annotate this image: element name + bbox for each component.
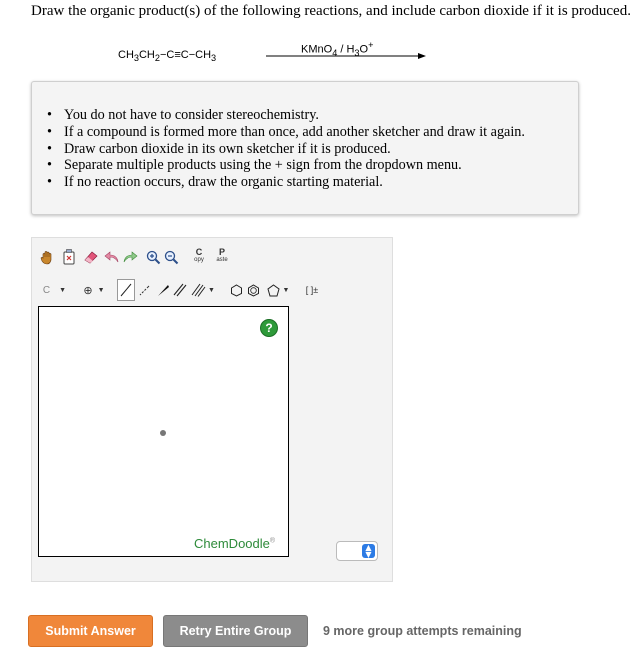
chevron-down-icon: ▼ [97, 286, 105, 294]
question-prompt: Draw the organic product(s) of the following reactions, and include carbon dioxide if it is produced. [31, 3, 631, 19]
instruction-item: • If a compound is formed more than once, add another sketcher and draw it again. [64, 124, 525, 141]
bracket-label: [ ]± [305, 285, 319, 295]
element-selector[interactable] [38, 281, 71, 299]
instruction-item: • Draw carbon dioxide in its own sketcher if it is produced. [64, 141, 525, 158]
copy-label-bottom: opy [194, 257, 204, 263]
double-bond-tool[interactable] [172, 281, 188, 299]
reactant-subscript: 2 [154, 53, 160, 64]
product-separator-select[interactable] [336, 541, 378, 561]
retry-group-button[interactable]: Retry Entire Group [163, 615, 308, 647]
instruction-item: • If no reaction occurs, draw the organic starting material. [64, 174, 525, 191]
instruction-item: • Separate multiple products using the + sign from the dropdown menu. [64, 157, 525, 174]
reactant-part: CH [138, 49, 155, 61]
charge-selector[interactable] [80, 281, 108, 299]
reaction-arrow [266, 52, 426, 60]
single-bond-tool[interactable] [117, 279, 135, 301]
charge-label: ⊕ [83, 284, 93, 297]
reagent-subscript: 4 [332, 47, 338, 58]
cyclopentane-icon[interactable] [263, 281, 293, 299]
paste-label-top: P [218, 247, 225, 257]
paste-label-bottom: aste [216, 257, 228, 263]
attempts-remaining: 9 more group attempts remaining [323, 624, 522, 638]
clear-icon[interactable] [61, 248, 77, 266]
help-icon[interactable]: ? [260, 319, 278, 337]
reagent-subscript: 3 [354, 47, 360, 58]
paste-button[interactable] [212, 246, 232, 266]
reactant-subscript: 3 [211, 53, 217, 64]
reactant-part: CH [118, 49, 134, 61]
reagent-superscript: + [368, 40, 374, 50]
instructions-list [64, 107, 525, 191]
cyclohexane-icon[interactable] [229, 281, 244, 299]
copy-button[interactable] [191, 246, 207, 266]
eraser-icon[interactable] [82, 248, 100, 266]
benzene-icon[interactable] [246, 281, 261, 299]
redo-icon[interactable] [121, 248, 139, 266]
chevron-updown-icon: ▲ ▼ [362, 544, 375, 558]
brand-name: ChemDoodle [194, 536, 270, 551]
chevron-down-icon: ▼ [208, 286, 215, 294]
cursor-dot [160, 430, 166, 436]
undo-icon[interactable] [103, 248, 121, 266]
instruction-item: • You do not have to consider stereochemistry. [64, 107, 525, 124]
reactant-subscript: 3 [133, 53, 139, 64]
reagent-part: / H [337, 43, 355, 56]
chemdoodle-brand [194, 536, 275, 551]
sketcher-canvas[interactable] [38, 306, 289, 557]
reagent-part: O [359, 43, 369, 56]
triple-bond-tool[interactable] [189, 281, 217, 299]
chevron-down-icon: ▼ [59, 286, 67, 294]
wedge-bond-tool[interactable] [155, 281, 171, 299]
reagent-part: KMnO [301, 43, 333, 56]
chevron-down-icon: ▼ [282, 286, 290, 294]
instructions-box [31, 81, 579, 215]
reactant-part: −C≡C−CH [159, 49, 212, 61]
brand-mark: ® [269, 537, 276, 545]
bracket-charge-tool[interactable] [302, 281, 322, 299]
element-label: C [42, 284, 51, 296]
hashed-bond-tool[interactable] [137, 281, 153, 299]
zoom-in-icon[interactable] [145, 248, 161, 266]
copy-label-top: C [195, 247, 203, 257]
zoom-out-icon[interactable] [163, 248, 179, 266]
submit-answer-button[interactable]: Submit Answer [28, 615, 153, 647]
hand-pan-icon[interactable] [39, 248, 55, 266]
reactant-formula [118, 49, 216, 63]
